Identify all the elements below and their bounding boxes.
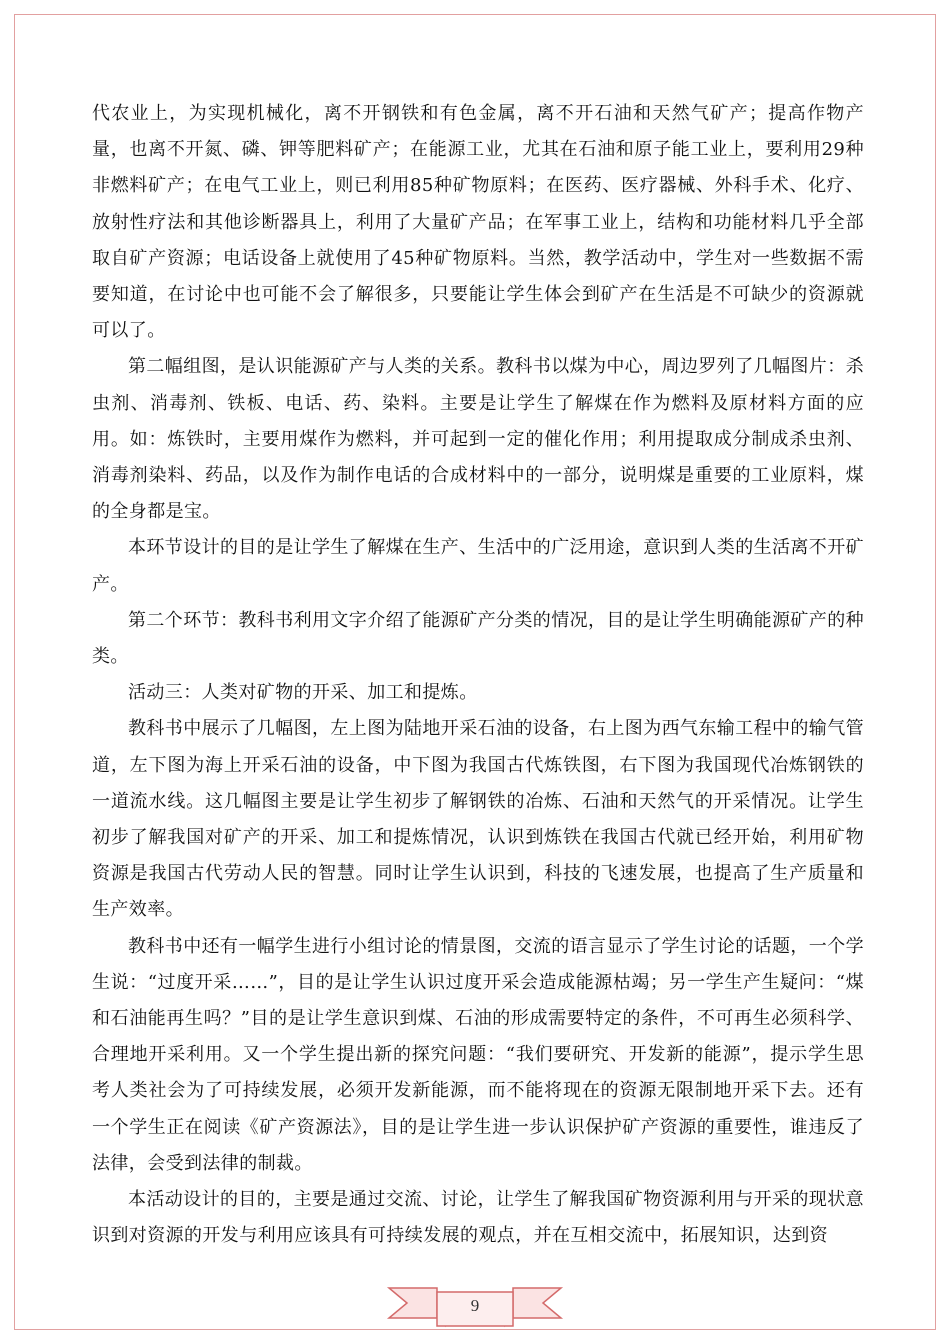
paragraph: 第二幅组图，是认识能源矿产与人类的关系。教科书以煤为中心，周边罗列了几幅图片：杀虫剂、消毒剂、铁板、电话、药、染料。主要是让学生了解煤在作为燃料及原材料方面的应用。如：炼铁时，主要用煤作为燃料，并可起到一定的催化作用；利用提取成分制成杀虫剂、消毒剂染料、药品，以及作为制作电话的合成材料中的一部分，说明煤是重要的工业原料，煤的全身都是宝。 xyxy=(92,356,864,523)
page-number: 9 xyxy=(470,1296,480,1315)
document-body xyxy=(92,96,864,1255)
paragraph: 第二个环节：教科书利用文字介绍了能源矿产分类的情况，目的是让学生明确能源矿产的种类。 xyxy=(92,609,864,668)
paragraph-continued: 代农业上，为实现机械化，离不开钢铁和有色金属，离不开石油和天然气矿产；提高作物产量，也离不开氮、磷、钾等肥料矿产；在能源工业，尤其在石油和原子能工业上，要利用29种非燃料矿产；在电气工业上，则已利用85种矿物原料；在医药、医疗器械、外科手术、化疗、放射性疗法和其他诊断器具上，利用了大量矿产品；在军事工业上，结构和功能材料几乎全部取自矿产资源；电话设备上就使用了45种矿物原料。当然，教学活动中，学生对一些数据不需要知道，在讨论中也可能不会了解很多，只要能让学生体会到矿产在生活是不可缺少的资源就可以了。 xyxy=(92,103,864,342)
paragraph: 本活动设计的目的，主要是通过交流、讨论，让学生了解我国矿物资源利用与开采的现状意识到对资源的开发与利用应该具有可持续发展的观点，并在互相交流中，拓展知识，达到资 xyxy=(92,1189,864,1247)
paragraph: 教科书中还有一幅学生进行小组讨论的情景图，交流的语言显示了学生讨论的话题，一个学生说：“过度开采……”，目的是让学生认识过度开采会造成能源枯竭；另一学生产生疑问：“煤和石油能再生吗？”目的是让学生意识到煤、石油的形成需要特定的条件，不可再生必须科学、合理地开采利用。又一个学生提出新的探究问题：“我们要研究、开发新的能源”，提示学生思考人类社会为了可持续发展，必须开发新能源，而不能将现在的资源无限制地开采下去。还有一个学生正在阅读《矿产资源法》，目的是让学生进一步认识保护矿产资源的重要性，谁违反了法律，会受到法律的制裁。 xyxy=(92,935,864,1174)
paragraph: 本环节设计的目的是让学生了解煤在生产、生活中的广泛用途，意识到人类的生活离不开矿产。 xyxy=(92,537,864,595)
paragraph: 教科书中展示了几幅图，左上图为陆地开采石油的设备，右上图为西气东输工程中的输气管道，左下图为海上开采石油的设备，中下图为我国古代炼铁图，右下图为我国现代冶炼钢铁的一道流水线。这几幅图主要是让学生初步了解钢铁的冶炼、石油和天然气的开采情况。让学生初步了解我国对矿产的开采、加工和提炼情况，认识到炼铁在我国古代就已经开始，利用矿物资源是我国古代劳动人民的智慧。同时让学生认识到，科技的飞速发展，也提高了生产质量和生产效率。 xyxy=(92,718,864,921)
page-footer xyxy=(385,1278,565,1336)
activity-heading: 活动三：人类对矿物的开采、加工和提炼。 xyxy=(128,682,478,704)
